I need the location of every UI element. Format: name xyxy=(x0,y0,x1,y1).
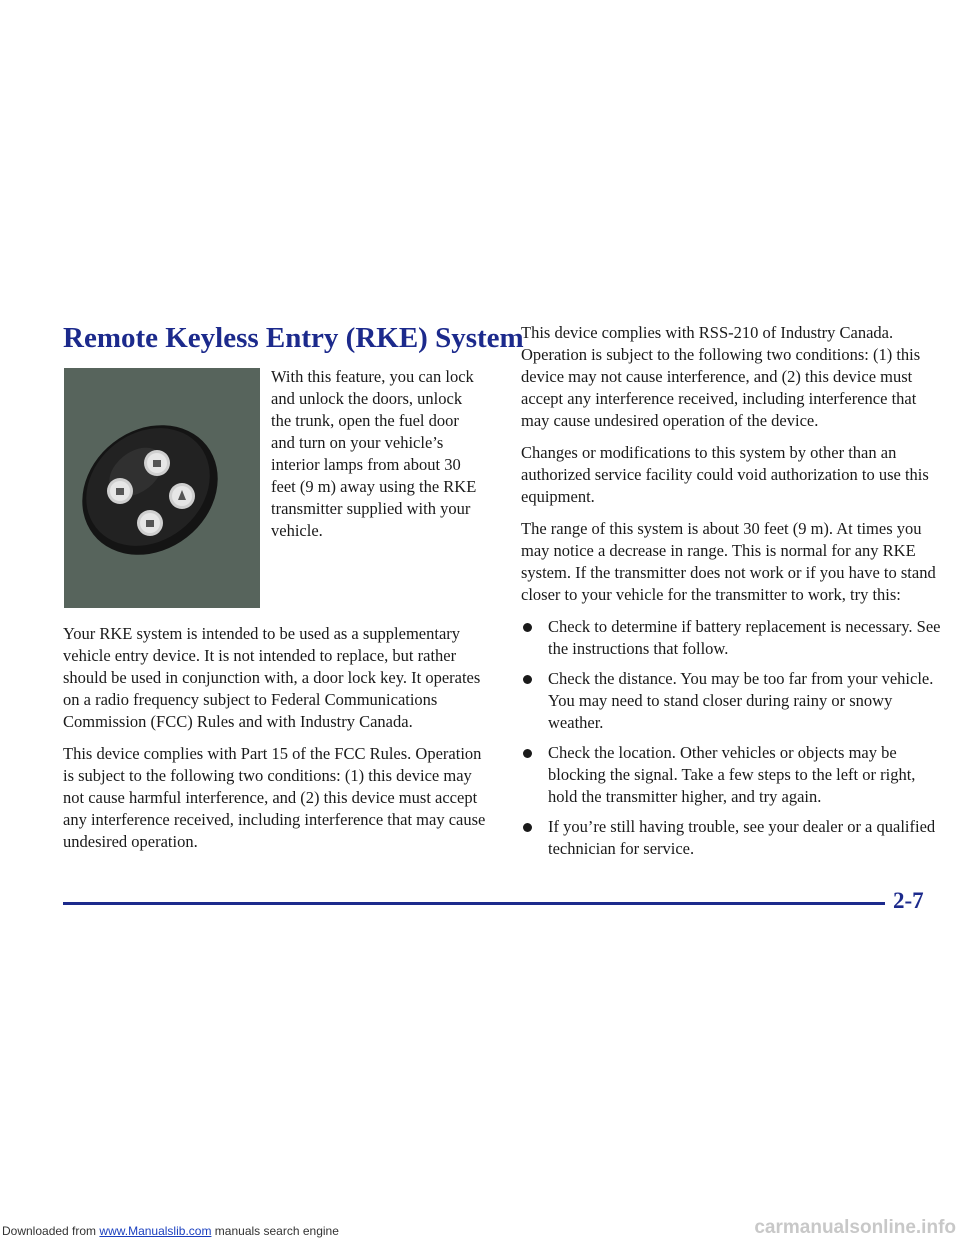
bullet-icon xyxy=(523,823,532,832)
troubleshooting-list xyxy=(521,616,946,860)
list-item xyxy=(521,616,946,660)
manualslib-link[interactable]: www.Manualslib.com xyxy=(99,1224,212,1238)
download-credit xyxy=(2,1223,339,1239)
list-item xyxy=(521,816,946,860)
paragraph: This device complies with Part 15 of the FCC Rules. Operation is subject to the following two conditions: (1) this device may not cause harmful interference, and (2) this device must accept any interference received, including interference that may cause undesired operation. xyxy=(63,744,486,851)
right-column xyxy=(521,322,946,868)
list-item-text: Check the distance. You may be too far from your vehicle. You may need to stand closer during rainy or snowy weather. xyxy=(548,669,934,732)
list-item xyxy=(521,668,946,734)
watermark: carmanualsonline.info xyxy=(754,1217,956,1238)
left-column xyxy=(63,623,495,863)
paragraph: Changes or modifications to this system by other than an authorized service facility could void authorization to use this equipment. xyxy=(521,443,929,506)
feature-intro: With this feature, you can lock and unlock the doors, unlock the trunk, open the fuel door and turn on your vehicle’s interior lamps from about 30 feet (9 m) away using the RKE transmitter supplied with your vehicle. xyxy=(271,367,477,540)
paragraph: This device complies with RSS-210 of Industry Canada. Operation is subject to the following two conditions: (1) this device may not cause interference, and (2) this device must accept any interference received, including interference that may cause undesired operation of the device. xyxy=(521,323,921,430)
list-item-text: Check the location. Other vehicles or objects may be blocking the signal. Take a few steps to the left or right, hold the transmitter higher, and try again. xyxy=(548,743,916,806)
rke-transmitter-photo xyxy=(64,368,260,608)
bullet-icon xyxy=(523,623,532,632)
page-number: 2-7 xyxy=(893,888,924,913)
footer-rule xyxy=(63,902,885,905)
paragraph: The range of this system is about 30 feet (9 m). At times you may notice a decrease in range. This is normal for any RKE system. If the transmitter does not work or if you have to stand closer to your vehicle for the transmitter to work, try this: xyxy=(521,519,936,604)
credit-suffix: manuals search engine xyxy=(214,1224,339,1238)
section-title: Remote Keyless Entry (RKE) System xyxy=(63,322,524,354)
paragraph: Your RKE system is intended to be used as a supplementary vehicle entry device. It is not intended to replace, but rather should be used in conjunction with, a door lock key. It operates on a radio frequency subject to Federal Communications Commission (FCC) Rules and with Industry Canada. xyxy=(63,624,481,731)
list-item-text: If you’re still having trouble, see your dealer or a qualified technician for service. xyxy=(548,817,936,858)
list-item-text: Check to determine if battery replacement is necessary. See the instructions that follow. xyxy=(548,617,941,658)
key-fob-icon xyxy=(64,368,260,608)
credit-prefix: Downloaded from xyxy=(2,1224,97,1238)
bullet-icon xyxy=(523,749,532,758)
list-item xyxy=(521,742,946,808)
bullet-icon xyxy=(523,675,532,684)
